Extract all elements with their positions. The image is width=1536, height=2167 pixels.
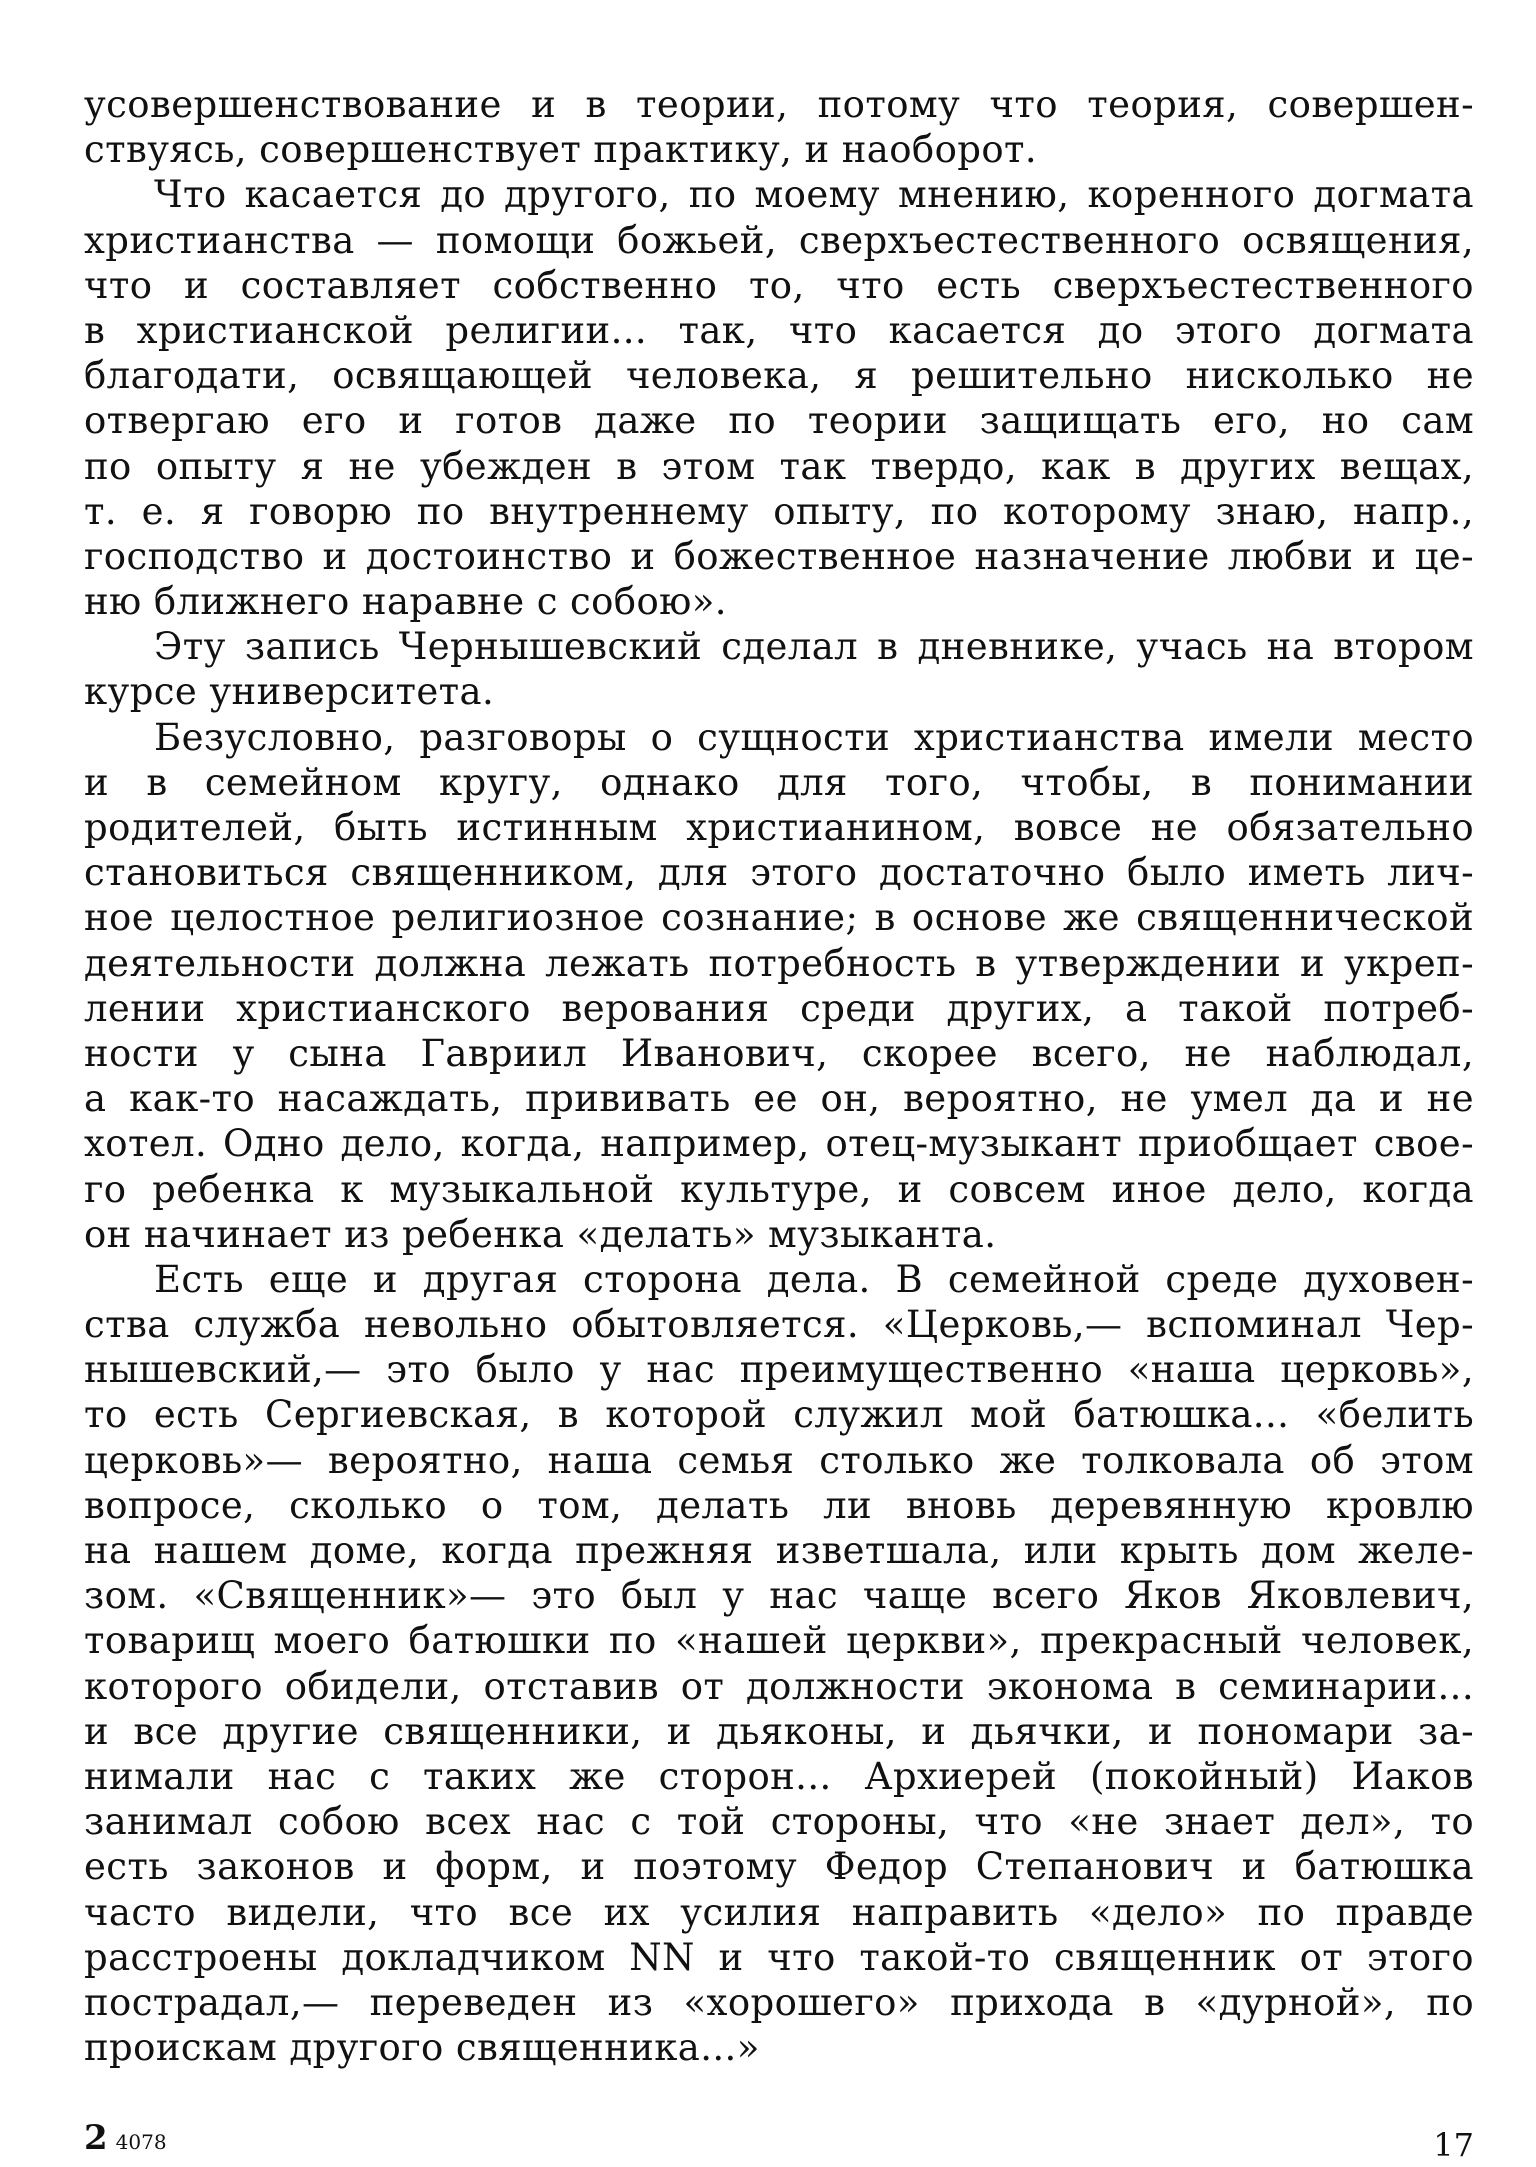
- text-line: товарищ моего батюшки по «нашей церкви», прекрасный человек,: [84, 1619, 1474, 1663]
- text-line: и все другие священники, и дьяконы, и дьячки, и пономари за-: [84, 1709, 1474, 1753]
- signature-sheet-number: 2: [84, 2118, 108, 2158]
- text-line: ствуясь, совершенствует практику, и наоборот.: [84, 128, 1038, 172]
- text-line: есть законов и форм, и поэтому Федор Степанович и батюшка: [84, 1845, 1474, 1889]
- text-line: лении христианского верования среди других, а такой потреб-: [84, 986, 1474, 1030]
- text-line: ню ближнего наравне с собою».: [84, 580, 727, 624]
- text-line: вопросе, сколько о том, делать ли вновь деревянную кровлю: [84, 1483, 1474, 1527]
- text-line: что и составляет собственно то, что есть сверхъестественного: [84, 263, 1474, 307]
- text-line: христианства — помощи божьей, сверхъестественного освящения,: [84, 218, 1474, 262]
- text-line: проискам другого священника...»: [84, 2026, 760, 2070]
- paragraph-start-line: Что касается до другого, по моему мнению, коренного догмата: [154, 173, 1474, 217]
- text-line: которого обидели, отставив от должности эконома в семинарии...: [84, 1664, 1474, 1708]
- text-line: расстроены докладчиком NN и что такой-то священник от этого: [84, 1935, 1474, 1979]
- text-line: го ребенка к музыкальной культуре, и совсем иное дело, когда: [84, 1167, 1474, 1211]
- text-line: зом. «Священник»— это был у нас чаще всего Яков Яковлевич,: [84, 1574, 1474, 1618]
- text-line: в христианской религии... так, что касается до этого догмата: [84, 308, 1474, 352]
- text-line: на нашем доме, когда прежняя изветшала, или крыть дом желе-: [84, 1529, 1474, 1572]
- text-line: курсе университета.: [84, 670, 495, 714]
- paragraph-start-line: Есть еще и другая сторона дела. В семейной среде духовен-: [154, 1257, 1474, 1301]
- text-line: родителей, быть истинным христианином, вовсе не обязательно: [84, 806, 1474, 849]
- text-line: благодати, освящающей человека, я решительно нисколько не: [84, 354, 1474, 398]
- text-line: т. е. я говорю по внутреннему опыту, по которому знаю, напр.,: [84, 489, 1474, 533]
- text-line: а как-то насаждать, прививать ее он, вероятно, не умел да и не: [84, 1077, 1474, 1121]
- text-line: становиться священником, для этого достаточно было иметь лич-: [84, 851, 1474, 895]
- signature-order-number: 4078: [115, 2130, 167, 2154]
- text-line: нышевский,— это было у нас преимущественно «наша церковь»,: [84, 1348, 1474, 1392]
- text-line: пострадал,— переведен из «хорошего» прихода в «дурной», по: [84, 1980, 1474, 2024]
- text-line: часто видели, что все их усилия направить «дело» по правде: [84, 1890, 1474, 1934]
- text-line: хотел. Одно дело, когда, например, отец-музыкант приобщает свое-: [84, 1122, 1474, 1166]
- body-text: [84, 82, 1474, 2070]
- text-line: деятельности должна лежать потребность в утверждении и укреп-: [84, 941, 1474, 985]
- paragraph-start-line: Эту запись Чернышевский сделал в дневнике, учась на втором: [154, 625, 1474, 669]
- text-line: ности у сына Гавриил Иванович, скорее всего, не наблюдал,: [84, 1031, 1474, 1075]
- text-line: и в семейном кругу, однако для того, чтобы, в понимании: [84, 760, 1474, 804]
- text-line: ное целостное религиозное сознание; в основе же священнической: [84, 896, 1474, 940]
- text-line: занимал собою всех нас с той стороны, что «не знает дел», то: [84, 1800, 1474, 1844]
- page-number: 17: [1433, 2126, 1474, 2164]
- text-line: по опыту я не убежден в этом так твердо, как в других вещах,: [84, 444, 1474, 488]
- text-line: то есть Сергиевская, в которой служил мой батюшка... «белить: [84, 1393, 1474, 1437]
- text-line: нимали нас с таких же сторон... Архиерей (покойный) Иаков: [84, 1754, 1474, 1798]
- text-line: церковь»— вероятно, наша семья столько же толковала об этом: [84, 1438, 1474, 1482]
- text-line: он начинает из ребенка «делать» музыканта.: [84, 1212, 997, 1256]
- text-line: господство и достоинство и божественное назначение любви и це-: [84, 534, 1474, 578]
- text-line: ства служба невольно обытовляется. «Церковь,— вспоминал Чер-: [84, 1303, 1474, 1347]
- text-line: усовершенствование и в теории, потому что теория, совершен-: [84, 83, 1474, 126]
- printer-signature-mark: [84, 2118, 167, 2162]
- text-line: отвергаю его и готов даже по теории защищать его, но сам: [84, 399, 1474, 443]
- paragraph-start-line: Безусловно, разговоры о сущности христианства имели место: [154, 715, 1474, 759]
